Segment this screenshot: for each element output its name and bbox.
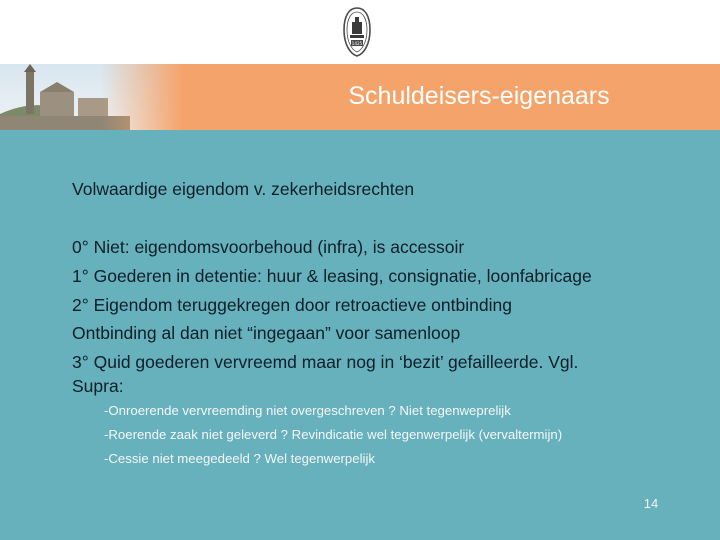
slide-content bbox=[0, 130, 720, 540]
title-bar bbox=[183, 64, 720, 130]
sub-bullet: -Roerende zaak niet geleverd ? Revindicatie wel tegenwerpelijk (vervaltermijn) bbox=[104, 427, 563, 442]
header-band bbox=[0, 0, 720, 64]
body-line: 0° Niet: eigendomsvoorbehoud (infra), is accessoir bbox=[72, 237, 465, 257]
body-line: 1° Goederen in detentie: huur & leasing, consignatie, loonfabricage bbox=[72, 266, 592, 286]
body-line: 3° Quid goederen vervreemd maar nog in ‘bezit’ gefailleerde. Vgl. bbox=[72, 352, 579, 372]
body-line: 2° Eigendom teruggekregen door retroactieve ontbinding bbox=[72, 295, 512, 315]
page-number: 14 bbox=[643, 496, 659, 511]
city-skyline-photo bbox=[0, 64, 183, 130]
slide-title: Schuldeisers-eigenaars bbox=[348, 82, 610, 110]
svg-text:1425: 1425 bbox=[351, 41, 363, 46]
university-seal-icon bbox=[340, 6, 374, 58]
body-line: Volwaardige eigendom v. zekerheidsrechten bbox=[72, 179, 415, 199]
body-line: Supra: bbox=[72, 376, 124, 396]
sub-bullet: -Cessie niet meegedeeld ? Wel tegenwerpelijk bbox=[104, 451, 375, 466]
sub-bullet: -Onroerende vervreemding niet overgeschreven ? Niet tegenweprelijk bbox=[104, 403, 511, 418]
body-line: Ontbinding al dan niet “ingegaan” voor samenloop bbox=[72, 323, 461, 343]
